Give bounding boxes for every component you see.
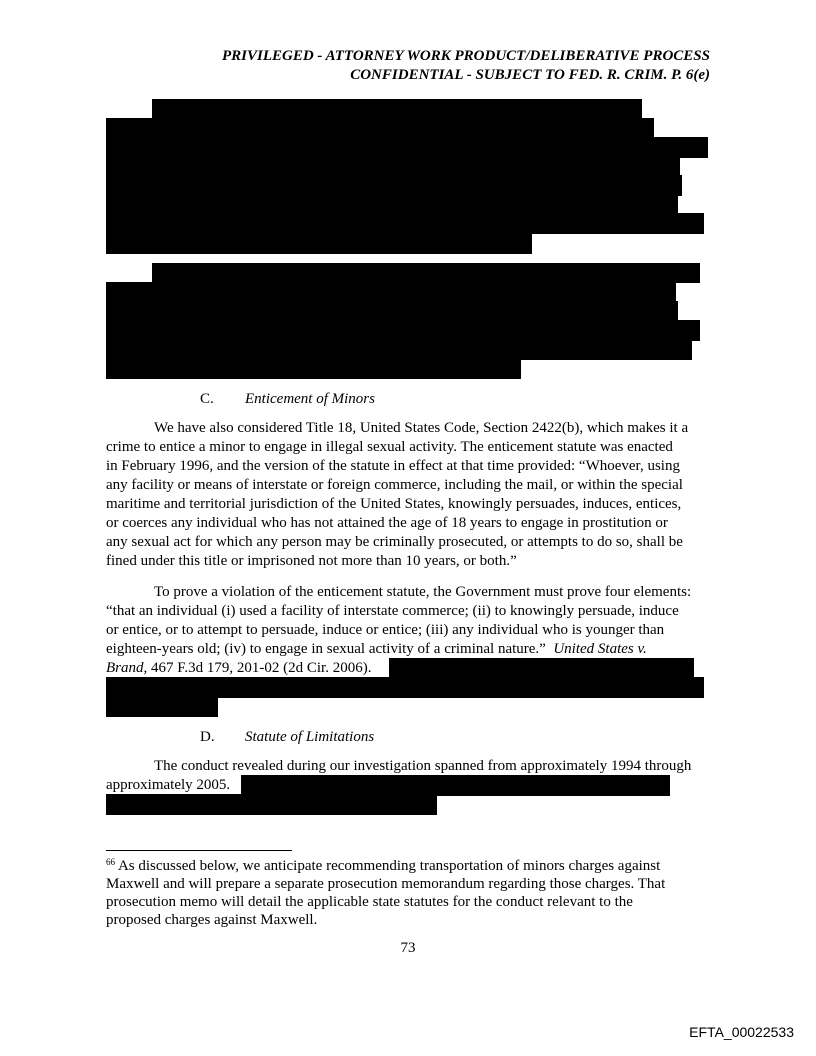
body-text-line: crime to entice a minor to engage in illegal sexual activity. The enticement statute was enacted bbox=[106, 439, 673, 455]
redaction-block bbox=[106, 194, 678, 215]
footnote-text: As discussed below, we anticipate recommending transportation of minors charges against bbox=[117, 858, 661, 874]
redaction-block bbox=[241, 775, 670, 796]
body-text-line: “that an individual (i) used a facility of interstate commerce; (ii) to knowingly persuade, induce bbox=[106, 603, 679, 619]
body-text-segment: eighteen-years old; (iv) to engage in sexual activity of a criminal nature.” bbox=[106, 641, 546, 657]
body-text-line: We have also considered Title 18, United States Code, Section 2422(b), which makes it a bbox=[154, 420, 689, 436]
body-text-line: approximately 2005. bbox=[106, 777, 231, 793]
body-text-line: or coerces any individual who has not attained the age of 18 years to engage in prostitution or bbox=[106, 515, 668, 531]
privilege-header bbox=[222, 47, 710, 85]
redaction-block bbox=[106, 677, 704, 698]
body-text-line: The conduct revealed during our investigation spanned from approximately 1994 through bbox=[154, 758, 692, 774]
footnote-line: prosecution memo will detail the applicable state statutes for the conduct relevant to the bbox=[106, 894, 633, 910]
privilege-header-line-1: PRIVILEGED - ATTORNEY WORK PRODUCT/DELIBERATIVE PROCESS bbox=[221, 48, 710, 64]
redaction-block bbox=[106, 301, 678, 322]
redaction-block bbox=[106, 320, 700, 341]
redaction-block bbox=[106, 175, 682, 196]
footnote-line bbox=[106, 857, 660, 875]
footnote-separator bbox=[106, 850, 292, 851]
redaction-block bbox=[389, 658, 694, 679]
body-text-line: or entice, or to attempt to persuade, induce or entice; (iii) any individual who is younger than bbox=[106, 622, 665, 638]
redaction-block bbox=[106, 232, 532, 254]
bates-number: EFTA_00022533 bbox=[689, 1024, 794, 1040]
section-c-letter: C. bbox=[200, 391, 214, 407]
body-text-line: any sexual act for which any person may be criminally prosecuted, or attempts to do so, shall be bbox=[106, 534, 683, 550]
redaction-block bbox=[106, 156, 680, 177]
redaction-block bbox=[106, 282, 676, 303]
redaction-block bbox=[106, 696, 218, 717]
body-text-line: any facility or means of interstate or foreign commerce, including the mail, or within the special bbox=[106, 477, 683, 493]
footnote-line: proposed charges against Maxwell. bbox=[106, 912, 318, 928]
footnote-line: Maxwell and will prepare a separate prosecution memorandum regarding those charges. That bbox=[106, 876, 666, 892]
redaction-block bbox=[106, 137, 708, 158]
section-d-title: Statute of Limitations bbox=[245, 729, 375, 745]
section-c-title: Enticement of Minors bbox=[245, 391, 375, 407]
body-text-line: in February 1996, and the version of the statute in effect at that time provided: “Whoever, using bbox=[106, 458, 680, 474]
redaction-block bbox=[106, 213, 704, 234]
footnote-number: 66 bbox=[106, 857, 115, 867]
body-text-line: maritime and territorial jurisdiction of the United States, knowingly persuades, induces, entices, bbox=[106, 496, 682, 512]
privilege-header-line-2: CONFIDENTIAL - SUBJECT TO FED. R. CRIM. P. 6(e) bbox=[350, 67, 710, 83]
redaction-block bbox=[106, 794, 437, 815]
redaction-block bbox=[152, 263, 700, 283]
redaction-block bbox=[106, 118, 654, 139]
case-citation-name: Brand bbox=[106, 660, 144, 676]
case-citation-name: United States v. bbox=[553, 641, 647, 657]
body-text-line: fined under this title or imprisoned not more than 10 years, or both.” bbox=[106, 553, 517, 569]
section-d-letter: D. bbox=[200, 729, 215, 745]
redaction-block bbox=[152, 99, 642, 119]
body-text-line bbox=[106, 640, 647, 659]
body-text-line: To prove a violation of the enticement statute, the Government must prove four elements: bbox=[154, 584, 692, 600]
case-citation-reporter: , 467 F.3d 179, 201-02 (2d Cir. 2006). bbox=[143, 660, 372, 676]
redaction-block bbox=[106, 358, 521, 379]
body-text-line bbox=[106, 659, 371, 678]
redaction-block bbox=[106, 339, 692, 360]
page-number: 73 bbox=[400, 940, 416, 956]
